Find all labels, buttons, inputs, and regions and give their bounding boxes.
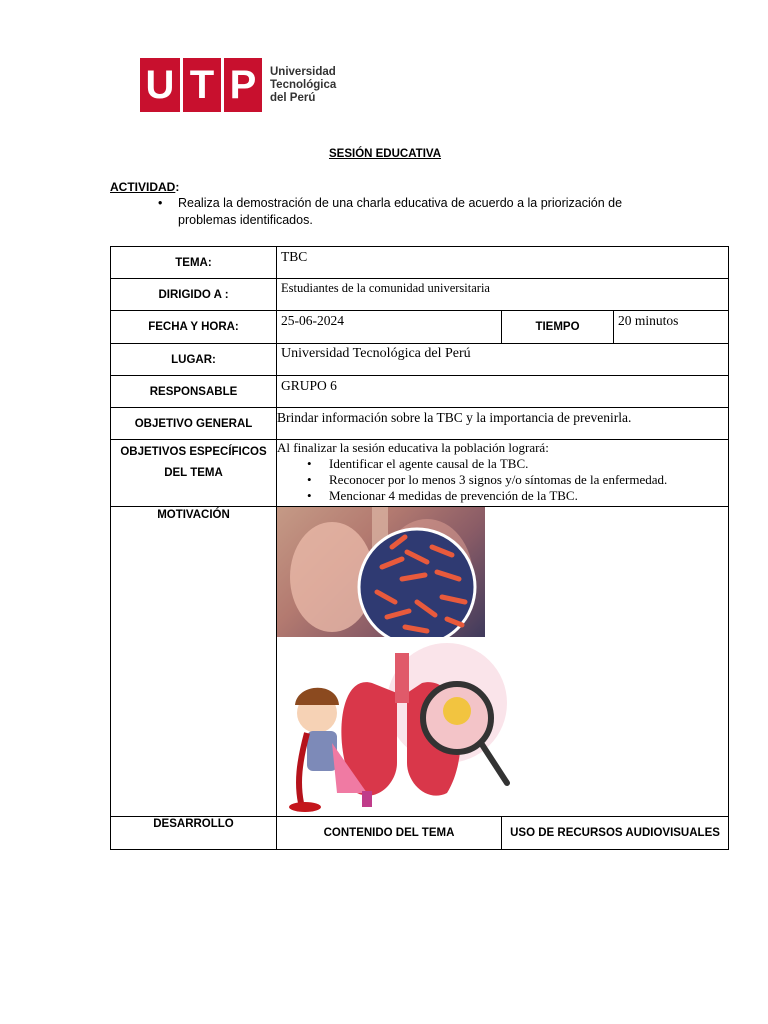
- activity-label: ACTIVIDAD: [110, 180, 176, 194]
- dirigido-value: Estudiantes de la comunidad universitaria: [277, 279, 729, 311]
- row-dirigido: [111, 279, 729, 311]
- tiempo-value: 20 minutos: [614, 311, 729, 344]
- activity-colon: :: [175, 180, 180, 194]
- objetivos-list: [277, 456, 724, 504]
- objetivos-especificos-label-line-1: OBJETIVOS ESPECÍFICOS: [120, 446, 267, 458]
- logo-letter-u: U: [140, 58, 180, 112]
- desarrollo-label: DESARROLLO: [111, 817, 277, 850]
- session-table: [110, 246, 729, 850]
- lugar-label: LUGAR:: [111, 344, 277, 376]
- row-desarrollo: [111, 817, 729, 850]
- motivacion-label: MOTIVACIÓN: [111, 507, 277, 817]
- objetivo-general-value: Brindar información sobre la TBC y la importancia de prevenirla.: [277, 408, 729, 440]
- page-title: SESIÓN EDUCATIVA: [328, 148, 442, 160]
- logo-line-3: del Perú: [270, 91, 316, 104]
- responsable-value: GRUPO 6: [277, 376, 729, 408]
- tema-label: TEMA:: [111, 247, 277, 279]
- objetivos-especificos-value: [277, 440, 729, 507]
- objetivo-item-2: • Reconocer por lo menos 3 signos y/o síntomas de la enfermedad.: [329, 472, 724, 488]
- activity-bullet: [158, 195, 648, 229]
- activity-text: Realiza la demostración de una charla educativa de acuerdo a la priorización de problemas identificados.: [178, 196, 623, 227]
- logo-wordmark: [270, 66, 336, 105]
- fecha-value: 25-06-2024: [277, 311, 502, 344]
- tiempo-label: TIEMPO: [502, 311, 614, 344]
- row-lugar: [111, 344, 729, 376]
- objetivo-item-1: • Identificar el agente causal de la TBC.: [329, 456, 724, 472]
- dirigido-label: DIRIGIDO A :: [111, 279, 277, 311]
- objetivo-general-label: OBJETIVO GENERAL: [111, 408, 277, 440]
- row-objetivos-especificos: [111, 440, 729, 507]
- tema-value: TBC: [277, 247, 729, 279]
- cartoon-girl-coughing-image: [277, 643, 517, 815]
- objetivos-especificos-label: [111, 440, 277, 507]
- contenido-tema-header: CONTENIDO DEL TEMA: [277, 817, 502, 850]
- logo-letter-t: T: [183, 58, 221, 112]
- objetivos-especificos-label-line-2: DEL TEMA: [164, 467, 223, 479]
- row-fecha: [111, 311, 729, 344]
- logo-line-2: Tecnológica: [270, 78, 337, 91]
- objetivos-intro: Al finalizar la sesión educativa la población logrará:: [277, 440, 549, 455]
- utp-logo: [140, 58, 336, 112]
- recursos-audiovisuales-header: USO DE RECURSOS AUDIOVISUALES: [502, 817, 729, 850]
- motivacion-image-area: [277, 507, 728, 815]
- row-tema: [111, 247, 729, 279]
- logo-line-1: Universidad: [270, 65, 336, 78]
- responsable-label: RESPONSABLE: [111, 376, 277, 408]
- activity-heading: [110, 180, 179, 194]
- lung-bacteria-illustration: [277, 507, 485, 637]
- row-responsable: [111, 376, 729, 408]
- row-motivacion: [111, 507, 729, 817]
- objetivo-item-3: • Mencionar 4 medidas de prevención de la TBC.: [329, 488, 724, 504]
- row-objetivo-general: [111, 408, 729, 440]
- cartoon-illustration: [277, 643, 517, 815]
- motivacion-images: [277, 507, 729, 817]
- lung-bacteria-image: [277, 507, 485, 637]
- bullet-dot: •: [158, 196, 163, 210]
- logo-letters: [140, 58, 262, 112]
- fecha-label: FECHA Y HORA:: [111, 311, 277, 344]
- logo-letter-p: P: [224, 58, 262, 112]
- lugar-value: Universidad Tecnológica del Perú: [277, 344, 729, 376]
